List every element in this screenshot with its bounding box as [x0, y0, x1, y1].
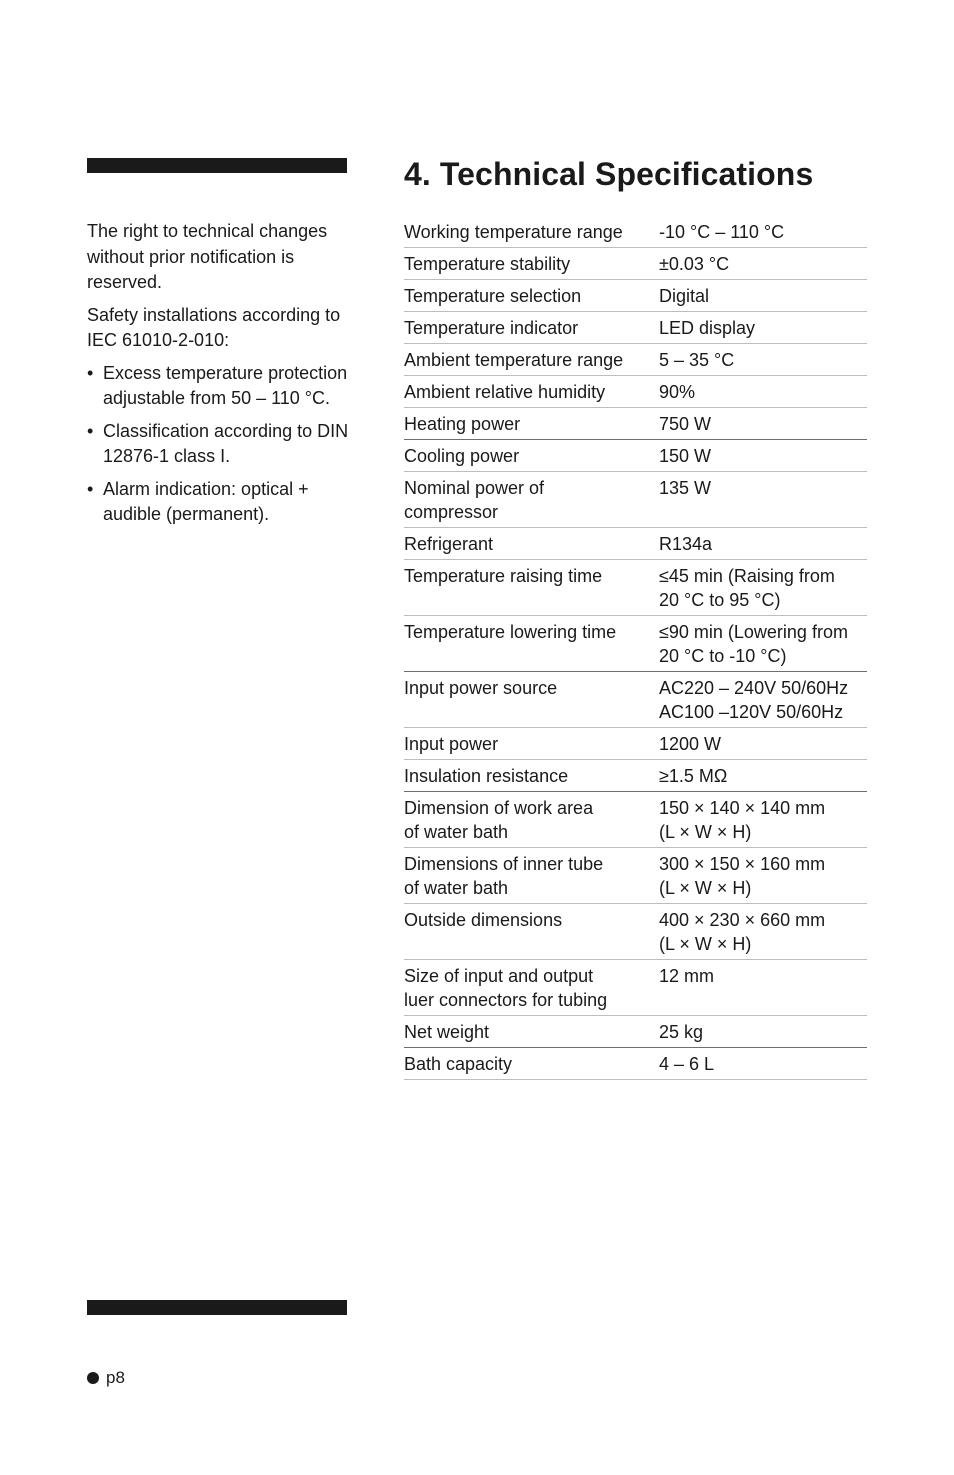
note-safety-installations: Safety installations according to IEC 61010-2-010: — [87, 304, 341, 350]
spec-label-line: Temperature lowering time — [404, 622, 617, 642]
spec-label — [404, 728, 659, 760]
spec-label — [404, 216, 659, 248]
spec-value — [659, 472, 867, 528]
spec-value-line: ≥1.5 MΩ — [659, 766, 728, 786]
spec-value-line: 150 × 140 × 140 mm — [659, 798, 826, 818]
table-row — [404, 760, 867, 792]
spec-value-line: 750 W — [659, 414, 712, 434]
spec-label — [404, 792, 659, 848]
spec-label-line: Bath capacity — [404, 1054, 513, 1074]
spec-value-line: 300 × 150 × 160 mm — [659, 854, 826, 874]
spec-value — [659, 904, 867, 960]
table-row — [404, 312, 867, 344]
spec-value-line: 20 °C to 95 °C) — [659, 590, 781, 610]
table-row — [404, 1048, 867, 1080]
table-row — [404, 848, 867, 904]
spec-label-line: Insulation resistance — [404, 766, 569, 786]
spec-value-line: (L × W × H) — [659, 822, 752, 842]
spec-label — [404, 560, 659, 616]
spec-label-line: Temperature selection — [404, 286, 582, 306]
table-row — [404, 528, 867, 560]
spec-value — [659, 216, 867, 248]
spec-label — [404, 904, 659, 960]
page-footer — [87, 1367, 125, 1389]
spec-label-line: luer connectors for tubing — [404, 990, 608, 1010]
spec-label-line: Cooling power — [404, 446, 520, 466]
spec-value-line: 135 W — [659, 478, 712, 498]
page-number: p8 — [106, 1368, 125, 1387]
spec-label-line: Temperature raising time — [404, 566, 603, 586]
spec-label — [404, 616, 659, 672]
spec-value-line: 400 × 230 × 660 mm — [659, 910, 826, 930]
spec-value-line: -10 °C – 110 °C — [659, 222, 785, 242]
table-row — [404, 560, 867, 616]
spec-value-line: ±0.03 °C — [659, 254, 730, 274]
specs-table — [404, 216, 867, 1080]
spec-value — [659, 728, 867, 760]
spec-label — [404, 672, 659, 728]
spec-value — [659, 280, 867, 312]
table-row — [404, 248, 867, 280]
spec-label-line: Input power — [404, 734, 499, 754]
table-row — [404, 216, 867, 248]
spec-value-line: 25 kg — [659, 1022, 704, 1042]
note-technical-changes: The right to technical changes without prior notification is reserved. — [87, 221, 328, 292]
spec-label-line: compressor — [404, 502, 499, 522]
spec-label-line: Dimensions of inner tube — [404, 854, 604, 874]
spec-value — [659, 760, 867, 792]
spec-label — [404, 472, 659, 528]
spec-value — [659, 848, 867, 904]
spec-value-line: 150 W — [659, 446, 712, 466]
spec-value — [659, 528, 867, 560]
spec-label — [404, 1048, 659, 1080]
spec-label-line: Heating power — [404, 414, 521, 434]
spec-label — [404, 440, 659, 472]
spec-value — [659, 440, 867, 472]
spec-label-line: Input power source — [404, 678, 558, 698]
header-rule — [87, 158, 347, 173]
spec-value-line: 90% — [659, 382, 696, 402]
spec-label — [404, 312, 659, 344]
table-row — [404, 792, 867, 848]
spec-value-line: ≤90 min (Lowering from — [659, 622, 848, 642]
spec-value — [659, 408, 867, 440]
bullet-dot-icon — [87, 1372, 99, 1384]
spec-label — [404, 408, 659, 440]
spec-label — [404, 528, 659, 560]
table-row — [404, 1016, 867, 1048]
spec-value-line: (L × W × H) — [659, 878, 752, 898]
spec-value — [659, 560, 867, 616]
spec-value — [659, 248, 867, 280]
sidebar-notes — [87, 219, 355, 535]
spec-value — [659, 792, 867, 848]
spec-value — [659, 312, 867, 344]
spec-label-line: Refrigerant — [404, 534, 494, 554]
list-item: • Excess temperature protection adjustable from 50 – 110 °C. — [87, 361, 355, 412]
table-row — [404, 960, 867, 1016]
spec-value — [659, 1048, 867, 1080]
spec-value — [659, 616, 867, 672]
spec-value-line: 4 – 6 L — [659, 1054, 715, 1074]
spec-label — [404, 760, 659, 792]
table-row — [404, 904, 867, 960]
table-row — [404, 728, 867, 760]
spec-label-line: of water bath — [404, 822, 509, 842]
spec-label-line: Outside dimensions — [404, 910, 563, 930]
spec-label-line: Dimension of work area — [404, 798, 594, 818]
spec-value-line: (L × W × H) — [659, 934, 752, 954]
spec-label — [404, 248, 659, 280]
spec-value-line: Digital — [659, 286, 710, 306]
spec-label-line: Ambient temperature range — [404, 350, 624, 370]
spec-value-line: 12 mm — [659, 966, 715, 986]
spec-label-line: Temperature stability — [404, 254, 571, 274]
spec-label-line: Working temperature range — [404, 222, 623, 242]
page-title: 4. Technical Specifications — [404, 156, 814, 192]
footer-rule — [87, 1300, 347, 1315]
spec-value-line: R134a — [659, 534, 713, 554]
table-row — [404, 408, 867, 440]
list-item: • Alarm indication: optical + audible (permanent). — [87, 477, 355, 528]
table-row — [404, 472, 867, 528]
spec-value-line: LED display — [659, 318, 756, 338]
spec-value — [659, 1016, 867, 1048]
spec-label — [404, 960, 659, 1016]
table-row — [404, 376, 867, 408]
table-row — [404, 672, 867, 728]
spec-label-line: Nominal power of — [404, 478, 545, 498]
spec-value-line: AC220 – 240V 50/60Hz — [659, 678, 849, 698]
table-row — [404, 616, 867, 672]
spec-label — [404, 280, 659, 312]
spec-value-line: 20 °C to -10 °C) — [659, 646, 787, 666]
spec-value-line: AC100 –120V 50/60Hz — [659, 702, 844, 722]
spec-label-line: Temperature indicator — [404, 318, 579, 338]
spec-value — [659, 376, 867, 408]
spec-label — [404, 848, 659, 904]
spec-label — [404, 344, 659, 376]
spec-label-line: of water bath — [404, 878, 509, 898]
safety-list — [87, 361, 355, 528]
spec-label-line: Ambient relative humidity — [404, 382, 606, 402]
table-row — [404, 344, 867, 376]
spec-value — [659, 672, 867, 728]
spec-label-line: Net weight — [404, 1022, 490, 1042]
table-row — [404, 280, 867, 312]
list-item: • Classification according to DIN 12876-1 class I. — [87, 419, 355, 470]
spec-value — [659, 344, 867, 376]
spec-value — [659, 960, 867, 1016]
spec-label-line: Size of input and output — [404, 966, 594, 986]
table-row — [404, 440, 867, 472]
spec-value-line: ≤45 min (Raising from — [659, 566, 835, 586]
spec-value-line: 5 – 35 °C — [659, 350, 735, 370]
spec-label — [404, 376, 659, 408]
spec-label — [404, 1016, 659, 1048]
spec-value-line: 1200 W — [659, 734, 722, 754]
